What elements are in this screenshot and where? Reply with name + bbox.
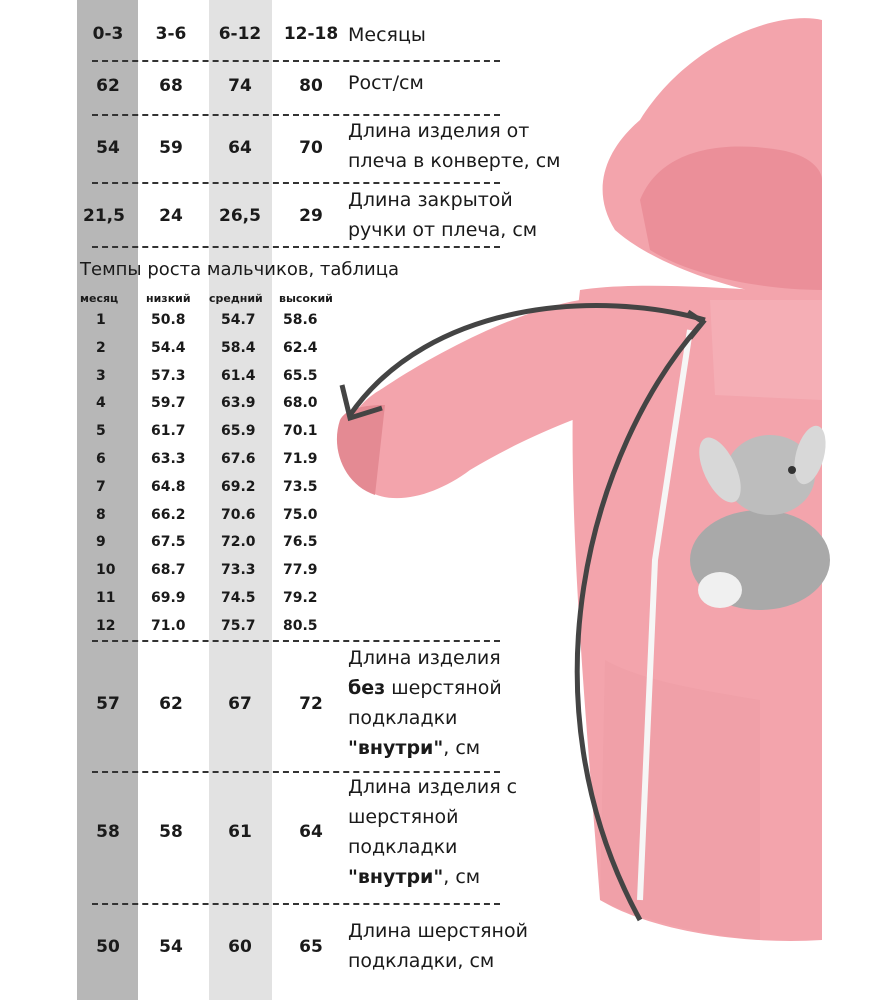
growth-cell: 64.8 xyxy=(151,478,186,495)
label-line: подкладки xyxy=(348,707,458,729)
height-cell-0: 62 xyxy=(96,76,120,96)
length-cell-0: 54 xyxy=(96,138,120,158)
growth-cell: 80.5 xyxy=(283,617,318,634)
growth-cell: 2 xyxy=(96,339,106,356)
growth-cell: 71.0 xyxy=(151,617,186,634)
label-line xyxy=(348,733,502,763)
label-line: ручки от плеча, см xyxy=(348,219,538,241)
growth-cell: 75.7 xyxy=(221,617,256,634)
height-cell-3: 80 xyxy=(299,76,323,96)
growth-cell: 73.3 xyxy=(221,562,256,579)
growth-cell: 73.5 xyxy=(283,478,318,495)
height-cell-1: 68 xyxy=(159,76,183,96)
no-lining-cell-3: 72 xyxy=(299,694,323,714)
label-bold: "внутри" xyxy=(348,866,444,888)
growth-cell: 58.4 xyxy=(221,339,256,356)
label-line xyxy=(348,862,517,892)
growth-cell: 62.4 xyxy=(283,339,318,356)
length-cell-1: 59 xyxy=(159,138,183,158)
growth-header-high: высокий xyxy=(279,292,333,305)
row-divider xyxy=(92,60,500,62)
growth-cell: 70.1 xyxy=(283,423,318,440)
growth-cell: 5 xyxy=(96,423,106,440)
growth-cell: 54.4 xyxy=(151,339,186,356)
growth-cell: 8 xyxy=(96,506,106,523)
header-label: Месяцы xyxy=(348,24,426,46)
growth-cell: 71.9 xyxy=(283,451,318,467)
lining-length-cell-1: 54 xyxy=(159,937,183,957)
growth-cell: 58.6 xyxy=(283,312,318,328)
growth-cell: 61.4 xyxy=(221,367,256,384)
sleeve-cell-3: 29 xyxy=(299,206,323,226)
growth-cell: 70.6 xyxy=(221,506,256,523)
height-cell-2: 74 xyxy=(228,76,252,96)
no-lining-cell-2: 67 xyxy=(228,694,252,714)
with-lining-cell-0: 58 xyxy=(96,822,120,842)
with-lining-cell-1: 58 xyxy=(159,822,183,842)
growth-cell: 69.9 xyxy=(151,590,186,606)
growth-cell: 11 xyxy=(96,590,116,606)
height-label: Рост/см xyxy=(348,72,424,94)
label-line: подкладки xyxy=(348,836,458,858)
label-text: шерстяной xyxy=(385,677,502,699)
growth-cell: 9 xyxy=(96,534,106,551)
label-line: шерстяной xyxy=(348,806,459,828)
label-text: , см xyxy=(443,737,481,759)
row-divider xyxy=(92,182,500,184)
label-line: Длина изделия от xyxy=(348,120,530,142)
growth-cell: 63.3 xyxy=(151,451,186,467)
label-line: подкладки, см xyxy=(348,950,495,972)
lining-length-cell-2: 60 xyxy=(228,937,252,957)
growth-cell: 67.5 xyxy=(151,534,186,551)
growth-cell: 4 xyxy=(96,395,106,412)
growth-header-mid: средний xyxy=(209,292,263,305)
header-col-0: 0-3 xyxy=(92,24,124,44)
lining-length-cell-3: 65 xyxy=(299,937,323,957)
label-bold: без xyxy=(348,677,386,699)
growth-cell: 63.9 xyxy=(221,395,256,412)
with-lining-cell-3: 64 xyxy=(299,822,323,842)
growth-header-month: месяц xyxy=(80,292,119,305)
header-col-3: 12-18 xyxy=(283,24,339,44)
length-label xyxy=(348,116,561,176)
row-divider xyxy=(92,640,500,642)
label-line: плеча в конверте, см xyxy=(348,150,561,172)
no-lining-cell-1: 62 xyxy=(159,694,183,714)
growth-cell: 68.7 xyxy=(151,562,186,579)
sleeve-label xyxy=(348,185,537,245)
with-lining-cell-2: 61 xyxy=(228,822,252,842)
growth-cell: 59.7 xyxy=(151,395,186,412)
growth-cell: 57.3 xyxy=(151,367,186,384)
label-line: Длина изделия с xyxy=(348,776,518,798)
length-cell-2: 64 xyxy=(228,138,252,158)
growth-header-low: низкий xyxy=(146,292,191,305)
growth-cell: 79.2 xyxy=(283,590,318,606)
row-divider xyxy=(92,903,500,905)
growth-table-title: Темпы роста мальчиков, таблица xyxy=(80,259,400,280)
growth-cell: 7 xyxy=(96,478,106,495)
growth-cell: 77.9 xyxy=(283,562,318,579)
lining-length-label xyxy=(348,916,528,976)
label-line: Длина изделия xyxy=(348,647,501,669)
label-line: Длина закрытой xyxy=(348,189,513,211)
header-col-1: 3-6 xyxy=(155,24,187,44)
with-lining-label xyxy=(348,772,517,892)
label-text: , см xyxy=(443,866,481,888)
length-cell-3: 70 xyxy=(299,138,323,158)
growth-cell: 69.2 xyxy=(221,478,256,495)
no-lining-label xyxy=(348,643,502,763)
growth-cell: 1 xyxy=(96,312,106,328)
label-line: Длина шерстяной xyxy=(348,920,528,942)
growth-cell: 72.0 xyxy=(221,534,256,551)
sleeve-cell-2: 26,5 xyxy=(219,206,261,226)
growth-cell: 12 xyxy=(96,617,116,634)
growth-cell: 76.5 xyxy=(283,534,318,551)
header-col-2: 6-12 xyxy=(218,24,262,44)
growth-cell: 68.0 xyxy=(283,395,318,412)
no-lining-cell-0: 57 xyxy=(96,694,120,714)
growth-cell: 66.2 xyxy=(151,506,186,523)
sleeve-cell-1: 24 xyxy=(159,206,183,226)
sleeve-cell-0: 21,5 xyxy=(83,206,125,226)
row-divider xyxy=(92,246,500,248)
growth-cell: 6 xyxy=(96,451,106,467)
growth-cell: 54.7 xyxy=(221,312,256,328)
growth-cell: 50.8 xyxy=(151,312,186,328)
growth-cell: 67.6 xyxy=(221,451,256,467)
lining-length-cell-0: 50 xyxy=(96,937,120,957)
label-bold: "внутри" xyxy=(348,737,444,759)
label-line xyxy=(348,673,502,703)
growth-cell: 61.7 xyxy=(151,423,186,440)
growth-cell: 65.5 xyxy=(283,367,318,384)
growth-cell: 10 xyxy=(96,562,116,579)
growth-cell: 74.5 xyxy=(221,590,256,606)
growth-cell: 65.9 xyxy=(221,423,256,440)
growth-cell: 3 xyxy=(96,367,106,384)
growth-cell: 75.0 xyxy=(283,506,318,523)
